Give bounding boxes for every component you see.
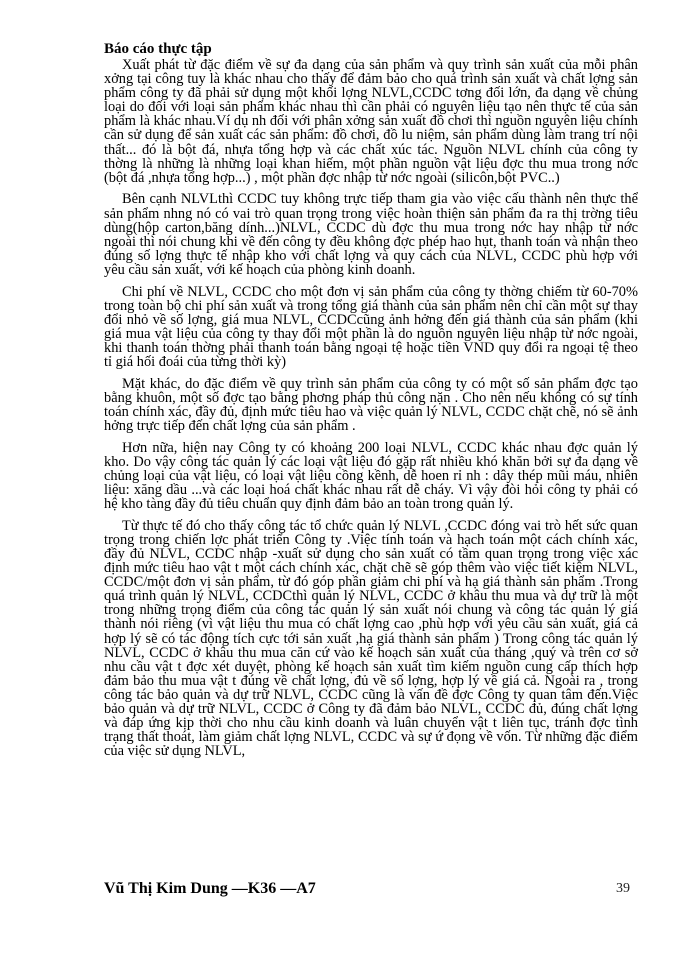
- paragraph: Xuất phát từ đặc điểm về sự đa dạng của sản phẩm và quy trình sản xuất của mỗi phân xởng tại công tuy là khác nhau cho thấy để đảm bảo cho quá trình sản xuất và chất lợng sản phẩm công ty đã phải sử dụng một khối lợng NLVL,CCDC tơng đối lớn, đa dạng về chủng loại do đối với loại sản phẩm khác nhau thì cần phải có nguyên liệu tạo nên thực tế của sản phẩm là khác nhau.Ví dụ nh đối với phân xởng sản xuất đồ chơi thì nguồn nguyên liệu chính cần sử dụng để sản xuất các sản phẩm: đồ chơi, đồ lu niệm, sản phẩm dùng làm trang trí nội thất... đó là bột đá, nhựa tổng hợp và các chất xúc tác. Nguồn NLVL chính của công ty thờng là những là những loại khan hiếm, một phần nguồn vật liệu đợc thu mua trong nớc (bột đá ,nhựa tổng hợp...) , một phần đợc nhập từ nớc ngoài (silicôn,bột PVC..): [104, 57, 639, 186]
- report-header: Báo cáo thực tập: [104, 41, 212, 57]
- paragraph: Chi phí về NLVL, CCDC cho một đơn vị sản phẩm của công ty thờng chiếm từ 60-70% trong toàn bộ chi phí sản xuất và trong tổng giá thành của sản phẩm nên chỉ cần một sự thay đổi nhỏ về số lợng, giá mua NLVL, CCDCcũng ảnh hởng đến giá thành của sản phẩm (khi giá mua vật liệu của công ty thay đổi một phần là do nguồn nguyên liệu nhập từ nớc ngoài, khi thanh toán thờng phải thanh toán bằng ngoại tệ hoặc tiền VND quy đổi ra ngoại tệ theo tỉ giá hối đoái của từng thời kỳ): [104, 283, 638, 371]
- author-footer: Vũ Thị Kim Dung —K36 —A7: [104, 880, 316, 897]
- paragraph: Hơn nữa, hiện nay Công ty có khoảng 200 loại NLVL, CCDC khác nhau đợc quản lý kho. Do vậy công tác quản lý các loại vật liệu đó gặp rất nhiều khó khăn bởi sự đa dạng về chủng loại của vật liệu, có loại vật liệu cồng kềnh, dễ hoen rỉ nh : dây thép mũi máu, nhiên liệu: xăng dầu ...và các loại hoá chất khác nhau rất dễ cháy. Vì vậy đòi hỏi công ty phải có hệ kho tàng đầy đủ tiêu chuẩn quy định đảm bảo an toàn trong quản lý.: [104, 439, 638, 513]
- report-body: [104, 58, 638, 766]
- page-number: 39: [616, 881, 630, 896]
- paragraph: Từ thực tế đó cho thấy công tác tổ chức quản lý NLVL ,CCDC đóng vai trò hết sức quan trọng trong chiến lợc phát triển Công ty .Việc tính toán và hạch toán một cách chính xác, đầy đủ NLVL, CCDC nhập -xuất sử dụng cho sản xuất có tầm quan trọng trong việc xác định mức tiêu hao vật t một cách chính xác, chặt chẽ sẽ góp thêm vào việc tiết kiệm NLVL, CCDC/một đơn vị sản phẩm, từ đó góp phần giảm chi phí và hạ giá thành sản phẩm .Trong quá trình quản lý NLVL, CCDCthì quản lý NLVL, CCDC ở khâu thu mua và dự trữ là một trong những trọng điểm của công tác quản lý sản xuất nói chung và công tác quản lý giá thành nói riêng (vì vật liệu thu mua có chất lợng cao ,phù hợp với yêu cầu sản xuất, giá cả hợp lý sẽ có tác động tích cực tới sản xuất ,hạ giá thành sản phẩm ) Trong công tác quản lý NLVL, CCDC ở khâu thu mua căn cứ vào kế hoạch sản xuất của tháng ,quý và trên cơ sở nhu cầu vật t đợc xét duyệt, phòng kế hoạch sản xuất tìm kiếm nguồn cung cấp thích hợp đảm bảo thu mua vật t đúng về chất lợng, đủ về số lợng, hợp lý về giá cả. Ngoài ra , trong công tác bảo quản và dự trữ NLVL, CCDC cũng là vấn đề đợc Công ty quan tâm đến.Việc bảo quản và dự trữ NLVL, CCDC ở Công ty đã đảm bảo NLVL, CCDC đủ, đúng chất lợng và đáp ứng kịp thời cho nhu cầu kinh doanh và luân chuyển vật t liên tục, tránh đợc tình trạng thất thoát, làm giảm chất lợng NLVL, CCDC và sự ứ đọng về vốn. Từ những đặc điểm của việc sử dụng NLVL,: [104, 517, 638, 760]
- paragraph: Bên cạnh NLVLthì CCDC tuy không trực tiếp tham gia vào việc cấu thành nên thực thể sản phẩm nhng nó có vai trò quan trọng trong việc hoàn thiện sản phẩm đa ra thị trờng tiêu dùng(hộp carton,băng dính...)NLVL, CCDC dù đợc thu mua trong nớc hay nhập từ nớc ngoài thì nói chung khi về đến công ty đều không đợc phép hao hụt, thanh toán và nhận theo đúng số lợng thực tế nhập kho với chất lợng và quy cách của NLVL, CCDC phù hợp với yêu cầu sản xuất, với kế hoạch của phòng kinh doanh.: [104, 191, 638, 278]
- paragraph: Mặt khác, do đặc điểm về quy trình sản phẩm của công ty có một số sản phẩm đợc tạo bằng khuôn, một số đợc tạo bằng phơng pháp thủ công nặn . Cho nên nếu không có sự tính toán chính xác, đầy đủ, định mức tiêu hao và việc quản lý NLVL, CCDC chặt chẽ, nó sẽ ảnh hởng trực tiếp đến chất lợng của sản phẩm .: [104, 375, 638, 435]
